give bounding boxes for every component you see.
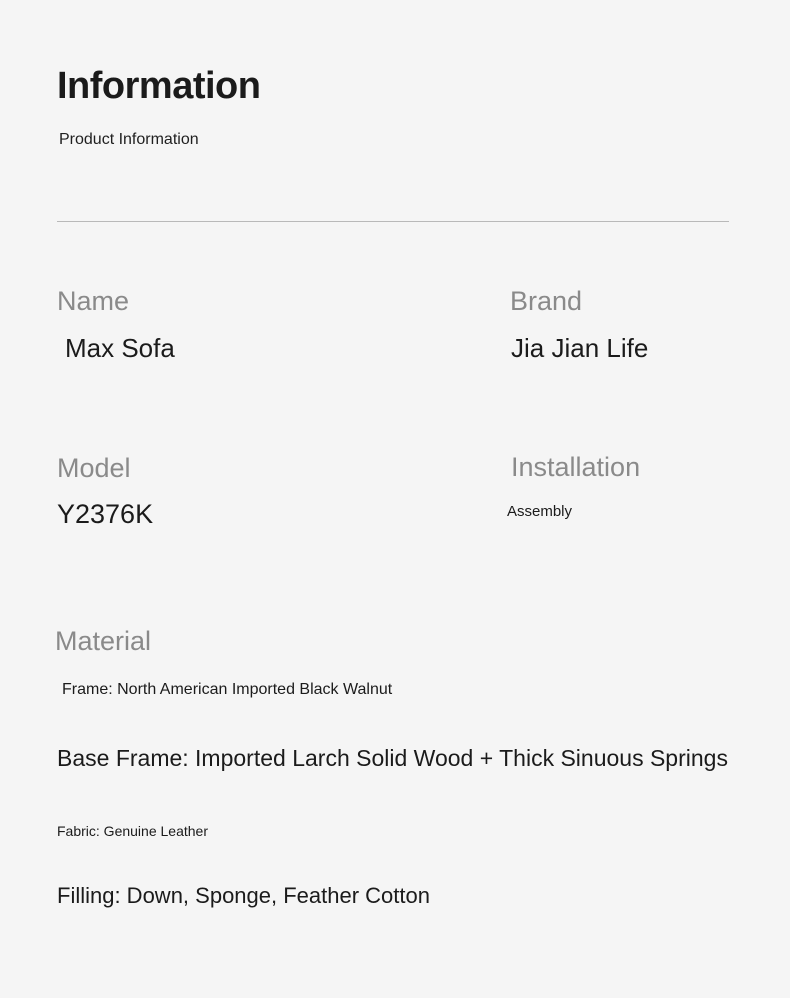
name-label: Name xyxy=(57,286,130,316)
page-title: Information xyxy=(57,65,261,107)
name-value: Max Sofa xyxy=(65,333,175,363)
material-line: Filling: Down, Sponge, Feather Cotton xyxy=(57,883,430,908)
installation-label: Installation xyxy=(511,452,641,482)
installation-value: Assembly xyxy=(507,503,573,520)
material-line: Base Frame: Imported Larch Solid Wood + Thick Sinuous Springs xyxy=(57,745,728,771)
brand-label: Brand xyxy=(510,286,583,316)
model-label: Model xyxy=(57,453,131,483)
page-subtitle: Product Information xyxy=(59,131,199,148)
material-line: Fabric: Genuine Leather xyxy=(57,823,208,839)
model-value: Y2376K xyxy=(57,499,154,529)
brand-value: Jia Jian Life xyxy=(511,333,649,363)
material-label: Material xyxy=(55,626,152,656)
material-line: Frame: North American Imported Black Walnut xyxy=(62,681,393,698)
header-divider xyxy=(57,221,729,222)
